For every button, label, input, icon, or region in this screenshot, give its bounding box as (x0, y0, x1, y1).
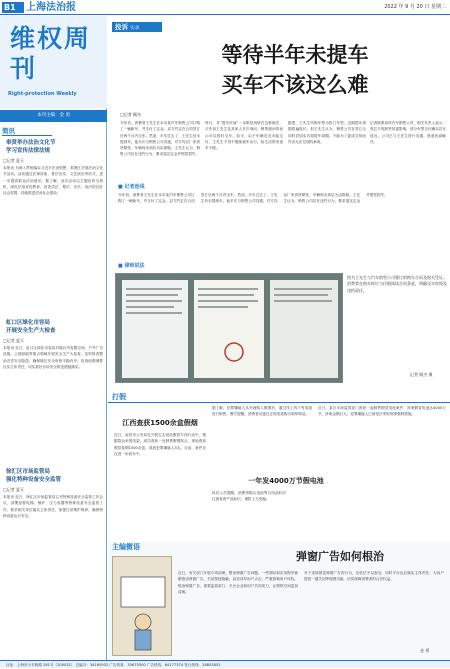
feature-photo (115, 273, 343, 383)
antifake-body-3: 近日，某区市场监管部门查获一起制售假冒电池案件，涉案假冒电池达4000万节，涉案金额巨大。犯罪嫌疑人已被依法采取刑事强制措施。 (318, 406, 446, 417)
weekly-title: 维权周刊 (10, 24, 92, 83)
antifake-label: 打假 (112, 393, 126, 401)
news-body-3: 本报讯 近日，徐汇区市场监管局召开特种设备安全监管工作会议，部署加强电梯、锅炉、压力容器等特种设备安全监管工作，要求相关单位落实主体责任，加强日常维护保养，确保特种设备运行安全。 (3, 495, 103, 518)
antifake-headline-2: 一年发4000万节假电池 (248, 477, 324, 485)
antifake-body-1: 近日，南昌市公安局在开展打击侵权假冒专项行动中，根据群众举报线索，成功查获一处制售假烟窝点，现场查获假冒卷烟1500余盒，抓获犯罪嫌疑人3名。目前，案件正在进一步侦办中。 (114, 433, 206, 456)
newspaper-logo: 上海法治报 (26, 2, 76, 13)
news-headline-3: 徐汇区市场监管局 (6, 469, 51, 475)
page-footer: 社址：上海市小木桥路 281号（200032） 总编办：34160932 广告传真：33675500 广告热线：64177374 发行热线：28853853 (0, 660, 450, 668)
news-byline-3: □记者 夏天 (3, 487, 25, 492)
photo-illustration (116, 274, 343, 383)
feature-col-1: 今年初，消费者王先生在本市某汽车销售公司订购了一辆新车，并支付了定金。双方约定在合同签订后两个月内交车。然而，半年过去了，王先生仍未提到车。他多次与销售公司沟通，对方均以厂家供货紧张、车辆尚未到店为由推脱。王先生认为，销售公司存在违约行为，要求退还定金并赔偿损失。 (120, 121, 200, 157)
news-body-1: 本报讯 为深入贯彻落实习近平法治思想，奉贤区开展法治文化节活动。活动通过法律讲座、普法宣传、文艺演出等形式，进一步提高群众法治意识。据了解，此次活动以主题宣传为契机，深化法治宣传教育，营造学法、尊法、守法、用法的良好社会氛围，持续推进法治社会建设。 (3, 166, 103, 196)
antifake-headline-1: 江西查获1500余盒假烟 (122, 419, 198, 427)
feature-col-4: 记者联系到该汽车销售公司，相关负责人表示，受芯片短缺等因素影响，部分车型交付确实存在延迟。公司已与王先生进行沟通，愿意协商解决。 (370, 121, 446, 144)
section-kicker: 投诉 实录 (112, 22, 162, 32)
antifake-section-header (108, 392, 450, 403)
news-body-2: 本报讯 近日，虹口区绿化市容局对辖区内有限空间、户外广告设施、公园绿地等重点领域开展安全生产大检查，及时排查整治各类安全隐患，确保辖区安全形势平稳有序。检查组强调要压实主体责任，切实抓好各项安全防范措施落实。 (3, 346, 103, 369)
left-column (0, 16, 107, 660)
page-number: B1 (2, 2, 24, 13)
photo-credit: 记者 顾杰 摄 (410, 372, 433, 377)
subhead-reporter: ■ 记者连线 (118, 184, 145, 190)
editor-credit: 本刊主编：金 勇 (0, 110, 107, 122)
feature-headline-line1: 等待半年未提车 (221, 42, 369, 67)
editor-column-credit: 金 勇 (420, 648, 430, 653)
photo-caption: 图为王先生与汽车销售公司签订的购车合同及相关凭证。消费者在购车时应当仔细阅读合同条款，明确交车时间及违约责任。 (347, 275, 447, 293)
comic-drawing (113, 557, 172, 656)
news-byline-1: □记者 夏天 (3, 158, 25, 163)
editor-column-label: 主编微语 (112, 543, 140, 551)
antifake-body-2: 据了解，犯罪嫌疑人从外地购入假烟后，通过线上线下等渠道进行销售。警方提醒，消费者应通过正规渠道购买烟草制品。 (212, 406, 312, 417)
news-section-label: 简讯 (2, 126, 52, 136)
feature-headline-line2: 买车不该这么难 (221, 72, 369, 97)
weekly-english-title: Right-protection Weekly (8, 91, 77, 97)
masthead (0, 0, 450, 15)
editor-column-title: 弹窗广告如何根治 (296, 550, 384, 563)
editor-column (108, 542, 450, 660)
reporter-text: 今年初，消费者王先生在本市某汽车销售公司订购了一辆新车，并支付了定金。双方约定在合同签订后两个月内交车。然而，半年过去了，王先生仍未提到车。他多次与销售公司沟通，对方均以厂家供货紧张、车辆尚未到店为由推脱。王先生认为，销售公司存在违约行为，要求退还定金并赔偿损失。 (118, 193, 388, 204)
news-headline-1: 奉贤举办法治文化节 (6, 140, 56, 146)
news-byline-2: □记者 夏天 (3, 338, 25, 343)
comic-illustration (112, 556, 172, 656)
antifake-body-4: 执法人员提醒，消费者购买电池等日用品时应注意查看产品标识，谨防上当受骗。 (212, 491, 286, 502)
news-headline-2: 虹口区绿化市容局 (6, 320, 51, 326)
news-subhead-3: 强化特种设备安全监管 (6, 477, 62, 483)
editor-column-body-1: 近日，有关部门开展专项治理，整治弹窗广告问题。一些网站和应用程序频繁推送弹窗广告，关闭按钮隐蔽，甚至诱导用户点击，严重影响用户体验。根治弹窗广告，需要监管部门、平台企业和用户共同发力，让网络空间更加清朗。 (178, 571, 298, 594)
news-subhead-2: 开展安全生产大检查 (6, 328, 56, 334)
news-subhead-1: 学习宣传法律法规 (6, 148, 51, 154)
feature-headline (150, 40, 440, 100)
issue-date: 2022 年 9 月 20 日 星期二 (384, 4, 446, 10)
weekly-banner (0, 16, 107, 108)
feature-col-2: 每月，对“提车时间”一本都是到底在这种做法，买车前王先生及其家人多次询问，销售顾问均表示可以按时交车。如今，由于车辆迟迟未能交付，王先生不得不继续租车出行，给生活带来诸多不便。 (205, 121, 283, 151)
feature-col-3: 据悉，王先生所购车型为热门车型，近期提车周期普遍较长。但王先生认为，销售公司在签订合同时应如实告知提车周期，不能为了促成交易而作出无法兑现的承诺。 (288, 121, 366, 144)
editor-column-body-2: 对于违规推送弹窗广告的行为，应依法予以查处，同时平台也应落实主体责任，为用户提供一键关闭等便捷功能，切实保障消费者的合法权益。 (304, 571, 444, 582)
subhead-lawyer: ■ 律师说法 (118, 263, 145, 269)
feature-byline: □记者 顾杰 (120, 112, 142, 117)
